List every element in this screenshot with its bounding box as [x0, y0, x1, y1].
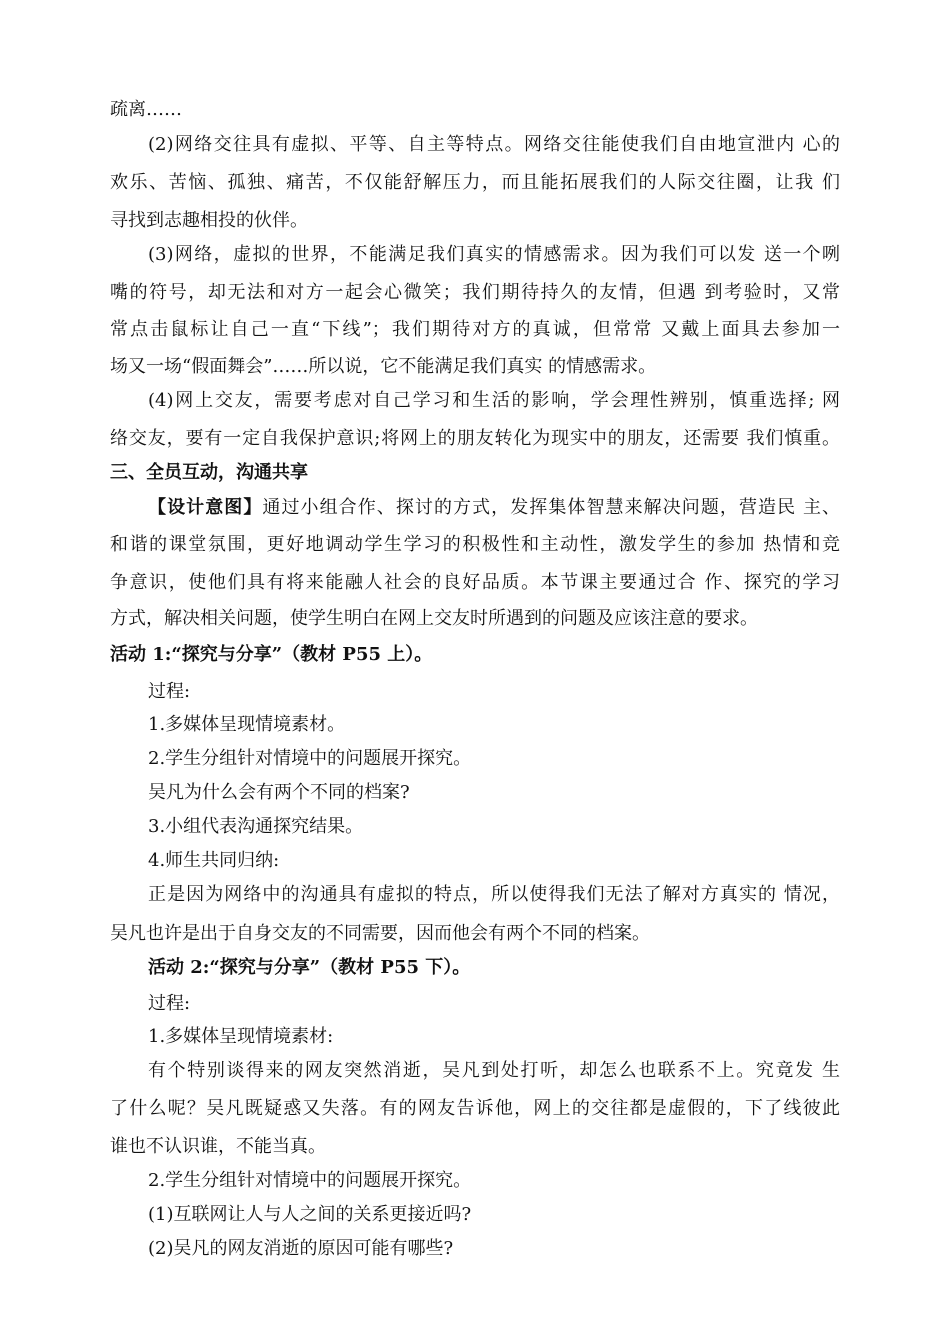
list-item: 2.学生分组针对情境中的问题展开探究。 [148, 1170, 472, 1191]
design-intent-text: 通过小组合作、探讨的方式，发挥集体智慧来解决问题，营造民 主、 [262, 497, 841, 518]
design-intent-label: 【设计意图】 [148, 497, 263, 518]
paragraph-line: (2)网络交往具有虚拟、平等、自主等特点。网络交往能使我们自由地宣泄内 心的 [148, 134, 840, 155]
paragraph-line: 了什么呢？吴凡既疑惑又失落。有的网友告诉他，网上的交往都是虚假的，下了线彼此 [110, 1098, 840, 1119]
section-heading: 三、全员互动，沟通共享 [110, 462, 308, 483]
paragraph-line: 过程: [148, 993, 191, 1014]
paragraph-line: 谁也不认识谁，不能当真。 [110, 1136, 326, 1157]
list-item: 1.多媒体呈现情境素材: [148, 1026, 334, 1047]
list-item: (2)吴凡的网友消逝的原因可能有哪些? [148, 1238, 454, 1259]
paragraph-line: (4)网上交友，需要考虑对自己学习和生活的影响，学会理性辨别，慎重选择; 网 [148, 390, 840, 411]
paragraph-line: 过程: [148, 681, 191, 702]
paragraph-line: 吴凡也许是出于自身交友的不同需要，因而他会有两个不同的档案。 [110, 923, 650, 944]
paragraph-line: 欢乐、苦恼、孤独、痛苦，不仅能舒解压力，而且能拓展我们的人际交往圈，让我 们 [110, 172, 840, 193]
paragraph-line: 疏离…… [110, 99, 182, 120]
paragraph-line: 络交友，要有一定自我保护意识;将网上的朋友转化为现实中的朋友，还需要 我们慎重。 [110, 428, 840, 449]
paragraph-line: 寻找到志趣相投的伙伴。 [110, 210, 308, 231]
paragraph-line: 有个特别谈得来的网友突然消逝，吴凡到处打听，却怎么也联系不上。究竟发 生 [148, 1060, 840, 1081]
activity-heading: 活动 1:“探究与分享”（教材 P55 上）。 [110, 644, 433, 665]
paragraph-line: 方式，解决相关问题，使学生明白在网上交友时所遇到的问题及应该注意的要求。 [110, 608, 758, 629]
paragraph-line: (3)网络，虚拟的世界，不能满足我们真实的情感需求。因为我们可以发 送一个咧 [148, 244, 840, 265]
paragraph-line: 正是因为网络中的沟通具有虚拟的特点，所以使得我们无法了解对方真实的 情况， [148, 884, 840, 905]
activity-heading: 活动 2:“探究与分享”（教材 P55 下）。 [148, 957, 471, 978]
list-item: (1)互联网让人与人之间的关系更接近吗? [148, 1204, 472, 1225]
paragraph-line: 嘴的符号，却无法和对方一起会心微笑；我们期待持久的友情，但遇 到考验时，又常 [110, 282, 840, 303]
paragraph-line: 和谐的课堂氛围，更好地调动学生学习的积极性和主动性，激发学生的参加 热情和竞 [110, 534, 840, 555]
list-item: 2.学生分组针对情境中的问题展开探究。 [148, 748, 472, 769]
list-item: 3.小组代表沟通探究结果。 [148, 816, 364, 837]
paragraph-line: 争意识，使他们具有将来能融人社会的良好品质。本节课主要通过合 作、探究的学习 [110, 572, 840, 593]
paragraph-line: 吴凡为什么会有两个不同的档案? [148, 782, 410, 803]
paragraph-line: 场又一场“假面舞会”……所以说，它不能满足我们真实 的情感需求。 [110, 356, 657, 377]
list-item: 4.师生共同归纳: [148, 850, 280, 871]
list-item: 1.多媒体呈现情境素材。 [148, 714, 346, 735]
paragraph-line [148, 496, 840, 520]
paragraph-line: 常点击鼠标让自己一直“下线”；我们期待对方的真诚，但常常 又戴上面具去参加一 [110, 319, 840, 340]
